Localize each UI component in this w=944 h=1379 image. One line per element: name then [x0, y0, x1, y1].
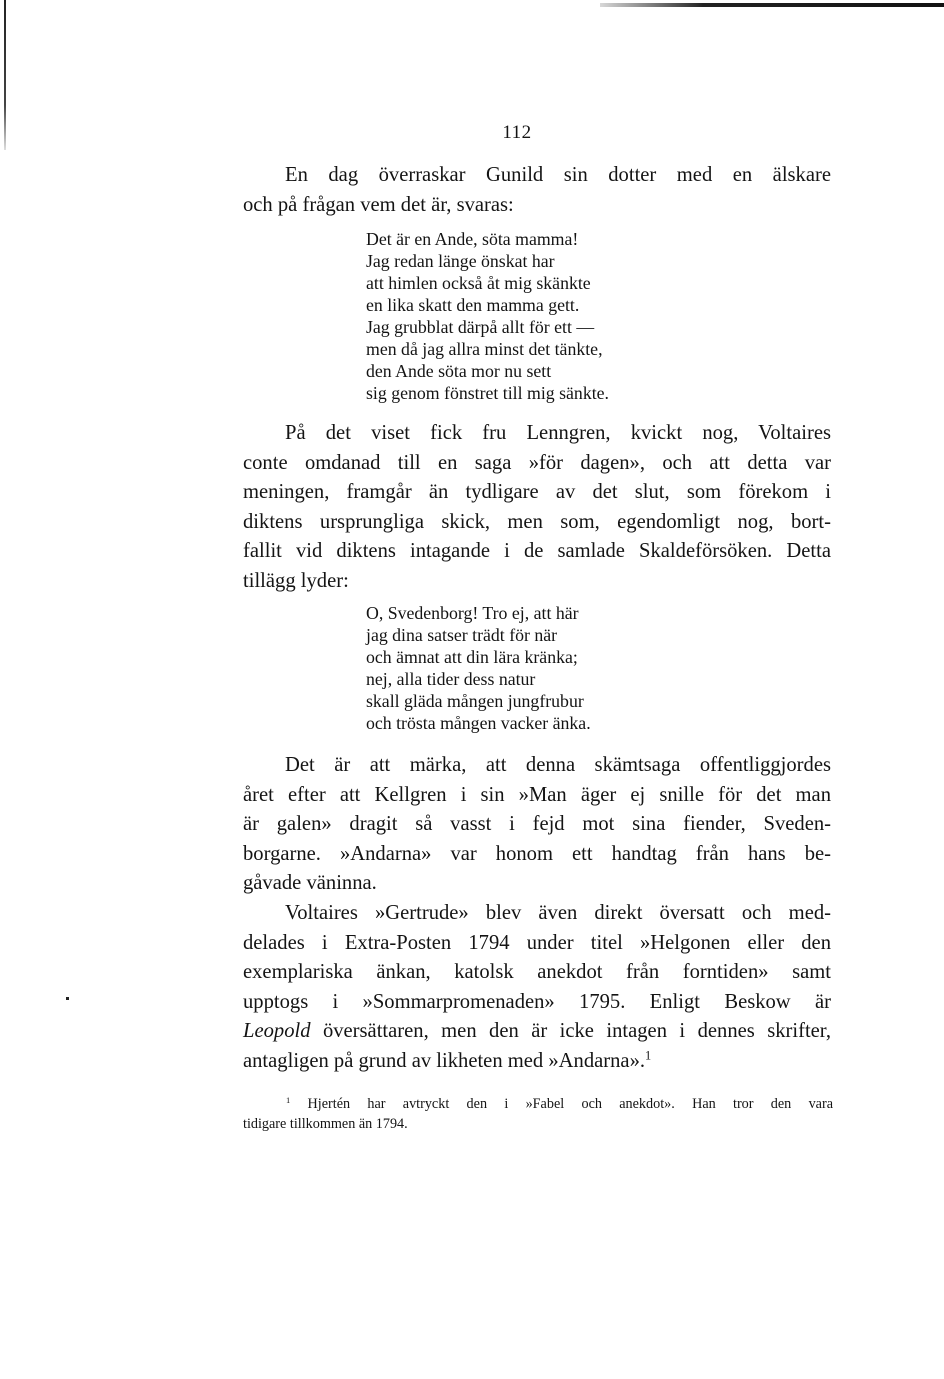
- verse-line: jag dina satser trädt för när: [366, 625, 558, 645]
- verse-line: att himlen också åt mig skänkte: [366, 273, 591, 293]
- text-line: är galen» dragit så vasst i fejd mot sina fiender, Sveden-: [243, 813, 831, 836]
- verse-line: Jag grubblat därpå allt för ett —: [366, 317, 595, 337]
- paragraph-2: [243, 419, 831, 597]
- text-line: tillägg lyder:: [243, 569, 349, 592]
- scan-speck: [66, 997, 69, 1000]
- text-line: Voltaires »Gertrude» blev även direkt översatt och med-: [285, 902, 831, 924]
- verse-line: den Ande söta mor nu sett: [366, 361, 552, 381]
- paragraph-1: [243, 161, 831, 220]
- verse-line: och trösta mången vacker änka.: [366, 713, 591, 733]
- text-line: delades i Extra-Posten 1794 under titel »Helgonen eller den: [243, 931, 831, 954]
- footnote: [243, 1094, 833, 1134]
- verse-line: Jag redan länge önskat har: [366, 251, 555, 271]
- page-number: 112: [502, 122, 532, 143]
- text-line: En dag överraskar Gunild sin dotter med en älskare: [285, 164, 831, 186]
- text-line: meningen, framgår än tydligare av det slut, som förekom i: [243, 481, 831, 504]
- text-fragment: översättaren, men den är icke intagen i dennes skrifter,: [310, 1020, 831, 1043]
- text-line: [243, 1017, 831, 1047]
- footnote-line: [243, 1094, 833, 1114]
- text-fragment: Hjertén har avtryckt den i »Fabel och anekdot». Han tror den vara: [290, 1096, 833, 1112]
- text-line: och på frågan vem det är, svaras:: [243, 193, 514, 216]
- verse-line: nej, alla tider dess natur: [366, 669, 536, 689]
- text-line: året efter att Kellgren i sin »Man äger ej snille för det man: [243, 783, 831, 806]
- verse-line: Det är en Ande, söta mamma!: [366, 229, 579, 249]
- text-line: upptogs i »Sommarpromenaden» 1795. Enligt Beskow är: [243, 990, 831, 1013]
- text-line: På det viset fick fru Lenngren, kvickt nog, Voltaires: [285, 422, 831, 444]
- footnote-marker: 1: [286, 1094, 291, 1105]
- scan-edge-top: [600, 3, 944, 7]
- text-fragment: antagligen på grund av likheten med »Andarna».: [243, 1049, 646, 1072]
- text-line: fallit vid diktens intagande i de samlade Skaldeförsöken. Detta: [243, 540, 831, 563]
- verse-line: en lika skatt den mamma gett.: [366, 295, 580, 315]
- text-line: conte omdanad till en saga »för dagen», och att detta var: [243, 451, 831, 474]
- text-line: borgarne. »Andarna» var honom ett handtag från hans be-: [243, 842, 831, 865]
- paragraph-4: [243, 899, 831, 1077]
- text-line: [243, 1047, 831, 1077]
- text-line: diktens ursprungliga skick, men som, egendomligt nog, bort-: [243, 510, 831, 533]
- footnote-line: tidigare tillkommen än 1794.: [243, 1116, 408, 1132]
- footnote-reference[interactable]: 1: [645, 1048, 652, 1063]
- text-line: gåvade väninna.: [243, 872, 377, 895]
- verse-block-1: [366, 228, 609, 404]
- verse-block-2: [366, 602, 591, 734]
- verse-line: och ämnat att din lära kränka;: [366, 647, 578, 667]
- paragraph-3: [243, 751, 831, 899]
- verse-line: sig genom fönstret till mig sänkte.: [366, 383, 609, 403]
- verse-line: skall gläda mången jungfrubur: [366, 691, 584, 711]
- text-line: exemplariska änkan, katolsk anekdot från forntiden» samt: [243, 961, 831, 984]
- verse-line: O, Svedenborg! Tro ej, att här: [366, 603, 579, 623]
- text-line: Det är att märka, att denna skämtsaga offentliggjordes: [285, 754, 831, 776]
- italic-name: Leopold: [243, 1020, 311, 1043]
- verse-line: men då jag allra minst det tänkte,: [366, 339, 603, 359]
